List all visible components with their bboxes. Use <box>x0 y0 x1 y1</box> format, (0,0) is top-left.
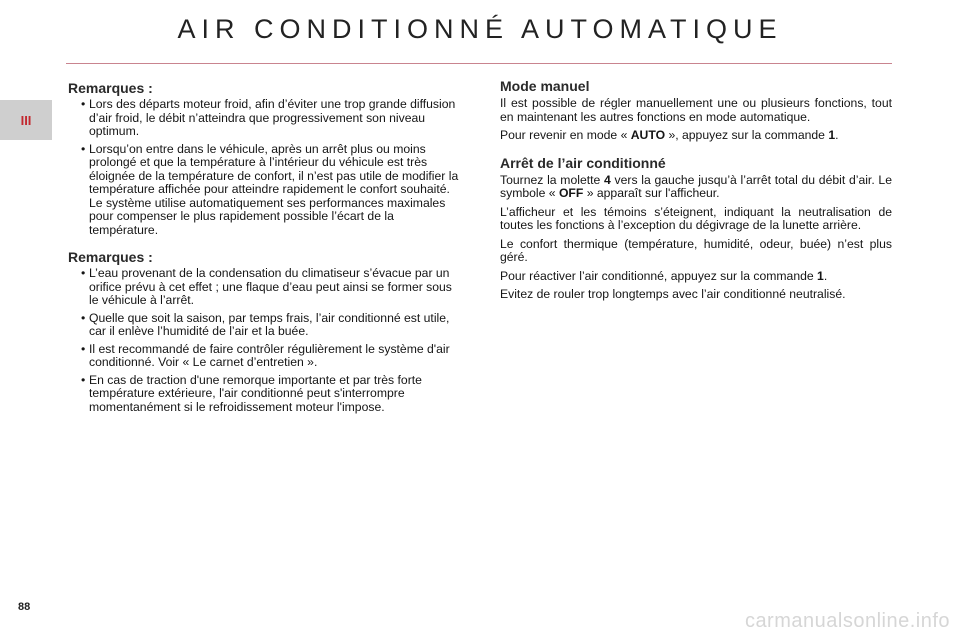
page-number: 88 <box>18 601 31 613</box>
ac-off-paragraph-2: L’afficheur et les témoins s’éteignent, indiquant la neutralisation de toutes les fonctions à l’exception du dégivrage de la lunette arrière. <box>500 204 892 232</box>
text-span: Pour réactiver l’air conditionné, appuyez sur la commande <box>500 268 818 283</box>
text-span: », appuyez sur la commande <box>665 128 829 142</box>
text-span: Pour revenir en mode « <box>500 128 631 142</box>
text-span: Tournez la molette <box>500 172 604 187</box>
left-column <box>68 80 460 418</box>
watermark: carmanualsonline.info <box>744 610 950 632</box>
manual-mode-auto-paragraph <box>500 129 892 143</box>
list-item: • L’eau provenant de la condensation du climatiseur s’évacue par un orifice prévu à cet effet ; une flaque d’eau peut ainsi se former sous le véhicule à l’arrêt. <box>68 267 460 308</box>
remarks-list-1 <box>68 98 460 237</box>
list-item: • Il est recommandé de faire contrôler régulièrement le système d'air conditionné. Voir « Le carnet d’entretien ». <box>68 343 460 370</box>
remarks-heading-2: Remarques : <box>68 249 153 265</box>
text-span: . <box>835 128 839 142</box>
auto-keyword: AUTO <box>630 128 666 142</box>
ac-off-paragraph-1 <box>500 174 892 201</box>
ac-off-paragraph-3: Le confort thermique (température, humidité, odeur, buée) n’est plus géré. <box>500 236 892 264</box>
page-title: AIR CONDITIONNÉ AUTOMATIQUE <box>177 14 783 44</box>
list-item: • En cas de traction d'une remorque importante et par très forte température extérieure, l'air conditionné peut s'interrompre momentanément si le refroidissement moteur l'impose. <box>68 374 460 415</box>
remarks-heading-1: Remarques : <box>68 80 153 96</box>
ac-off-heading: Arrêt de l’air conditionné <box>500 154 666 171</box>
ac-off-paragraph-5: Evitez de rouler trop longtemps avec l’air conditionné neutralisé. <box>500 287 846 301</box>
remarks-list-2 <box>68 267 460 414</box>
text-span: vers la gauche jusqu’à l’arrêt total du débit d’air. Le symbole « <box>500 172 892 200</box>
chapter-tab[interactable]: III <box>0 100 52 140</box>
text-span: » apparaît sur l'afficheur. <box>583 186 720 200</box>
right-column <box>500 78 892 307</box>
manual-mode-heading: Mode manuel <box>500 78 590 94</box>
list-item: • Lors des départs moteur froid, afin d’éviter une trop grande diffusion d’air froid, le débit n’atteindra que progressivement son niveau optimum. <box>68 98 460 139</box>
off-keyword: OFF <box>558 186 584 200</box>
title-divider <box>66 63 892 64</box>
control-number: 4 <box>604 172 611 187</box>
ac-off-paragraph-4 <box>500 270 892 284</box>
list-item: • Quelle que soit la saison, par temps frais, l’air conditionné est utile, car il enlève l’humidité de l’air et la buée. <box>68 312 460 339</box>
manual-mode-paragraph: Il est possible de régler manuellement une ou plusieurs fonctions, tout en maintenant les autres fonctions en mode automatique. <box>500 96 892 124</box>
list-item: • Lorsqu’on entre dans le véhicule, après un arrêt plus ou moins prolongé et que la température à l’intérieur du véhicule est très éloignée de la température de confort, il n’est pas utile de modifier la température affichée pour atteindre rapidement le confort souhaité. Le système utilise automatiquement ses performances maximales pour compenser le plus rapidement possible l’écart de la température. <box>68 143 460 238</box>
control-number: 1 <box>828 128 836 142</box>
text-span: . <box>823 268 828 283</box>
control-number: 1 <box>817 268 824 283</box>
